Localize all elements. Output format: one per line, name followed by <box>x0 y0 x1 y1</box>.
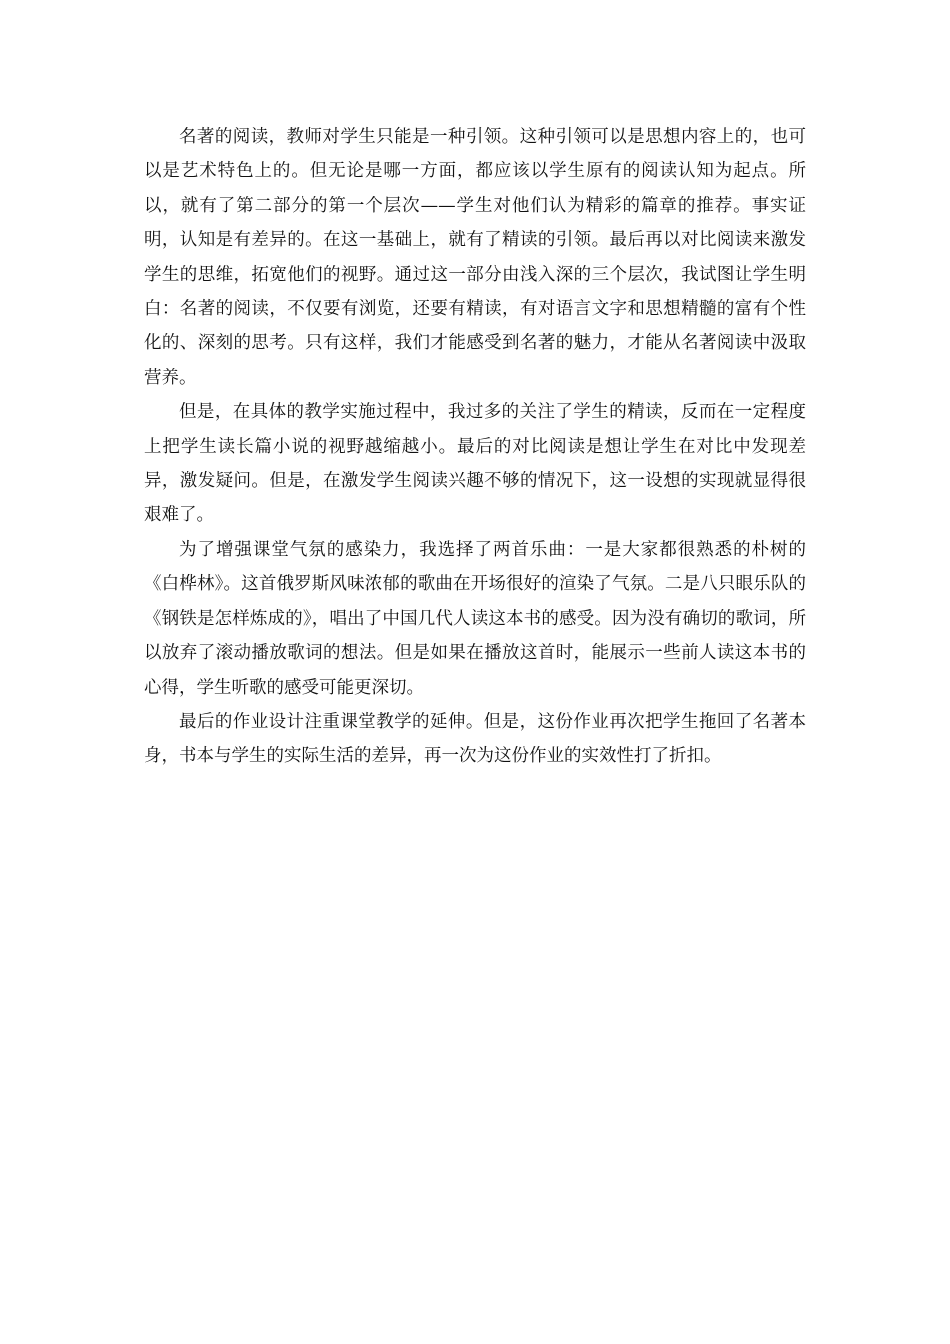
document-body <box>144 120 806 774</box>
paragraph-3: 为了增强课堂气氛的感染力，我选择了两首乐曲：一是大家都很熟悉的朴树的《白桦林》。这首俄罗斯风味浓郁的歌曲在开场很好的渲染了气氛。二是八只眼乐队的《钢铁是怎样炼成的》，唱出了中国几代人读这本书的感受。因为没有确切的歌词，所以放弃了滚动播放歌词的想法。但是如果在播放这首时，能展示一些前人读这本书的心得，学生听歌的感受可能更深切。 <box>144 539 806 698</box>
paragraph-1: 名著的阅读，教师对学生只能是一种引领。这种引领可以是思想内容上的，也可以是艺术特色上的。但无论是哪一方面，都应该以学生原有的阅读认知为起点。所以，就有了第二部分的第一个层次——学生对他们认为精彩的篇章的推荐。事实证明，认知是有差异的。在这一基础上，就有了精读的引领。最后再以对比阅读来激发学生的思维，拓宽他们的视野。通过这一部分由浅入深的三个层次，我试图让学生明白：名著的阅读，不仅要有浏览，还要有精读，有对语言文字和思想精髓的富有个性化的、深刻的思考。只有这样，我们才能感受到名著的魅力，才能从名著阅读中汲取营养。 <box>144 127 806 388</box>
paragraph-4: 最后的作业设计注重课堂教学的延伸。但是，这份作业再次把学生拖回了名著本身，书本与学生的实际生活的差异，再一次为这份作业的实效性打了折扣。 <box>144 711 806 767</box>
paragraph-2: 但是，在具体的教学实施过程中，我过多的关注了学生的精读，反而在一定程度上把学生读长篇小说的视野越缩越小。最后的对比阅读是想让学生在对比中发现差异，激发疑问。但是，在激发学生阅读兴趣不够的情况下，这一设想的实现就显得很艰难了。 <box>144 402 806 526</box>
